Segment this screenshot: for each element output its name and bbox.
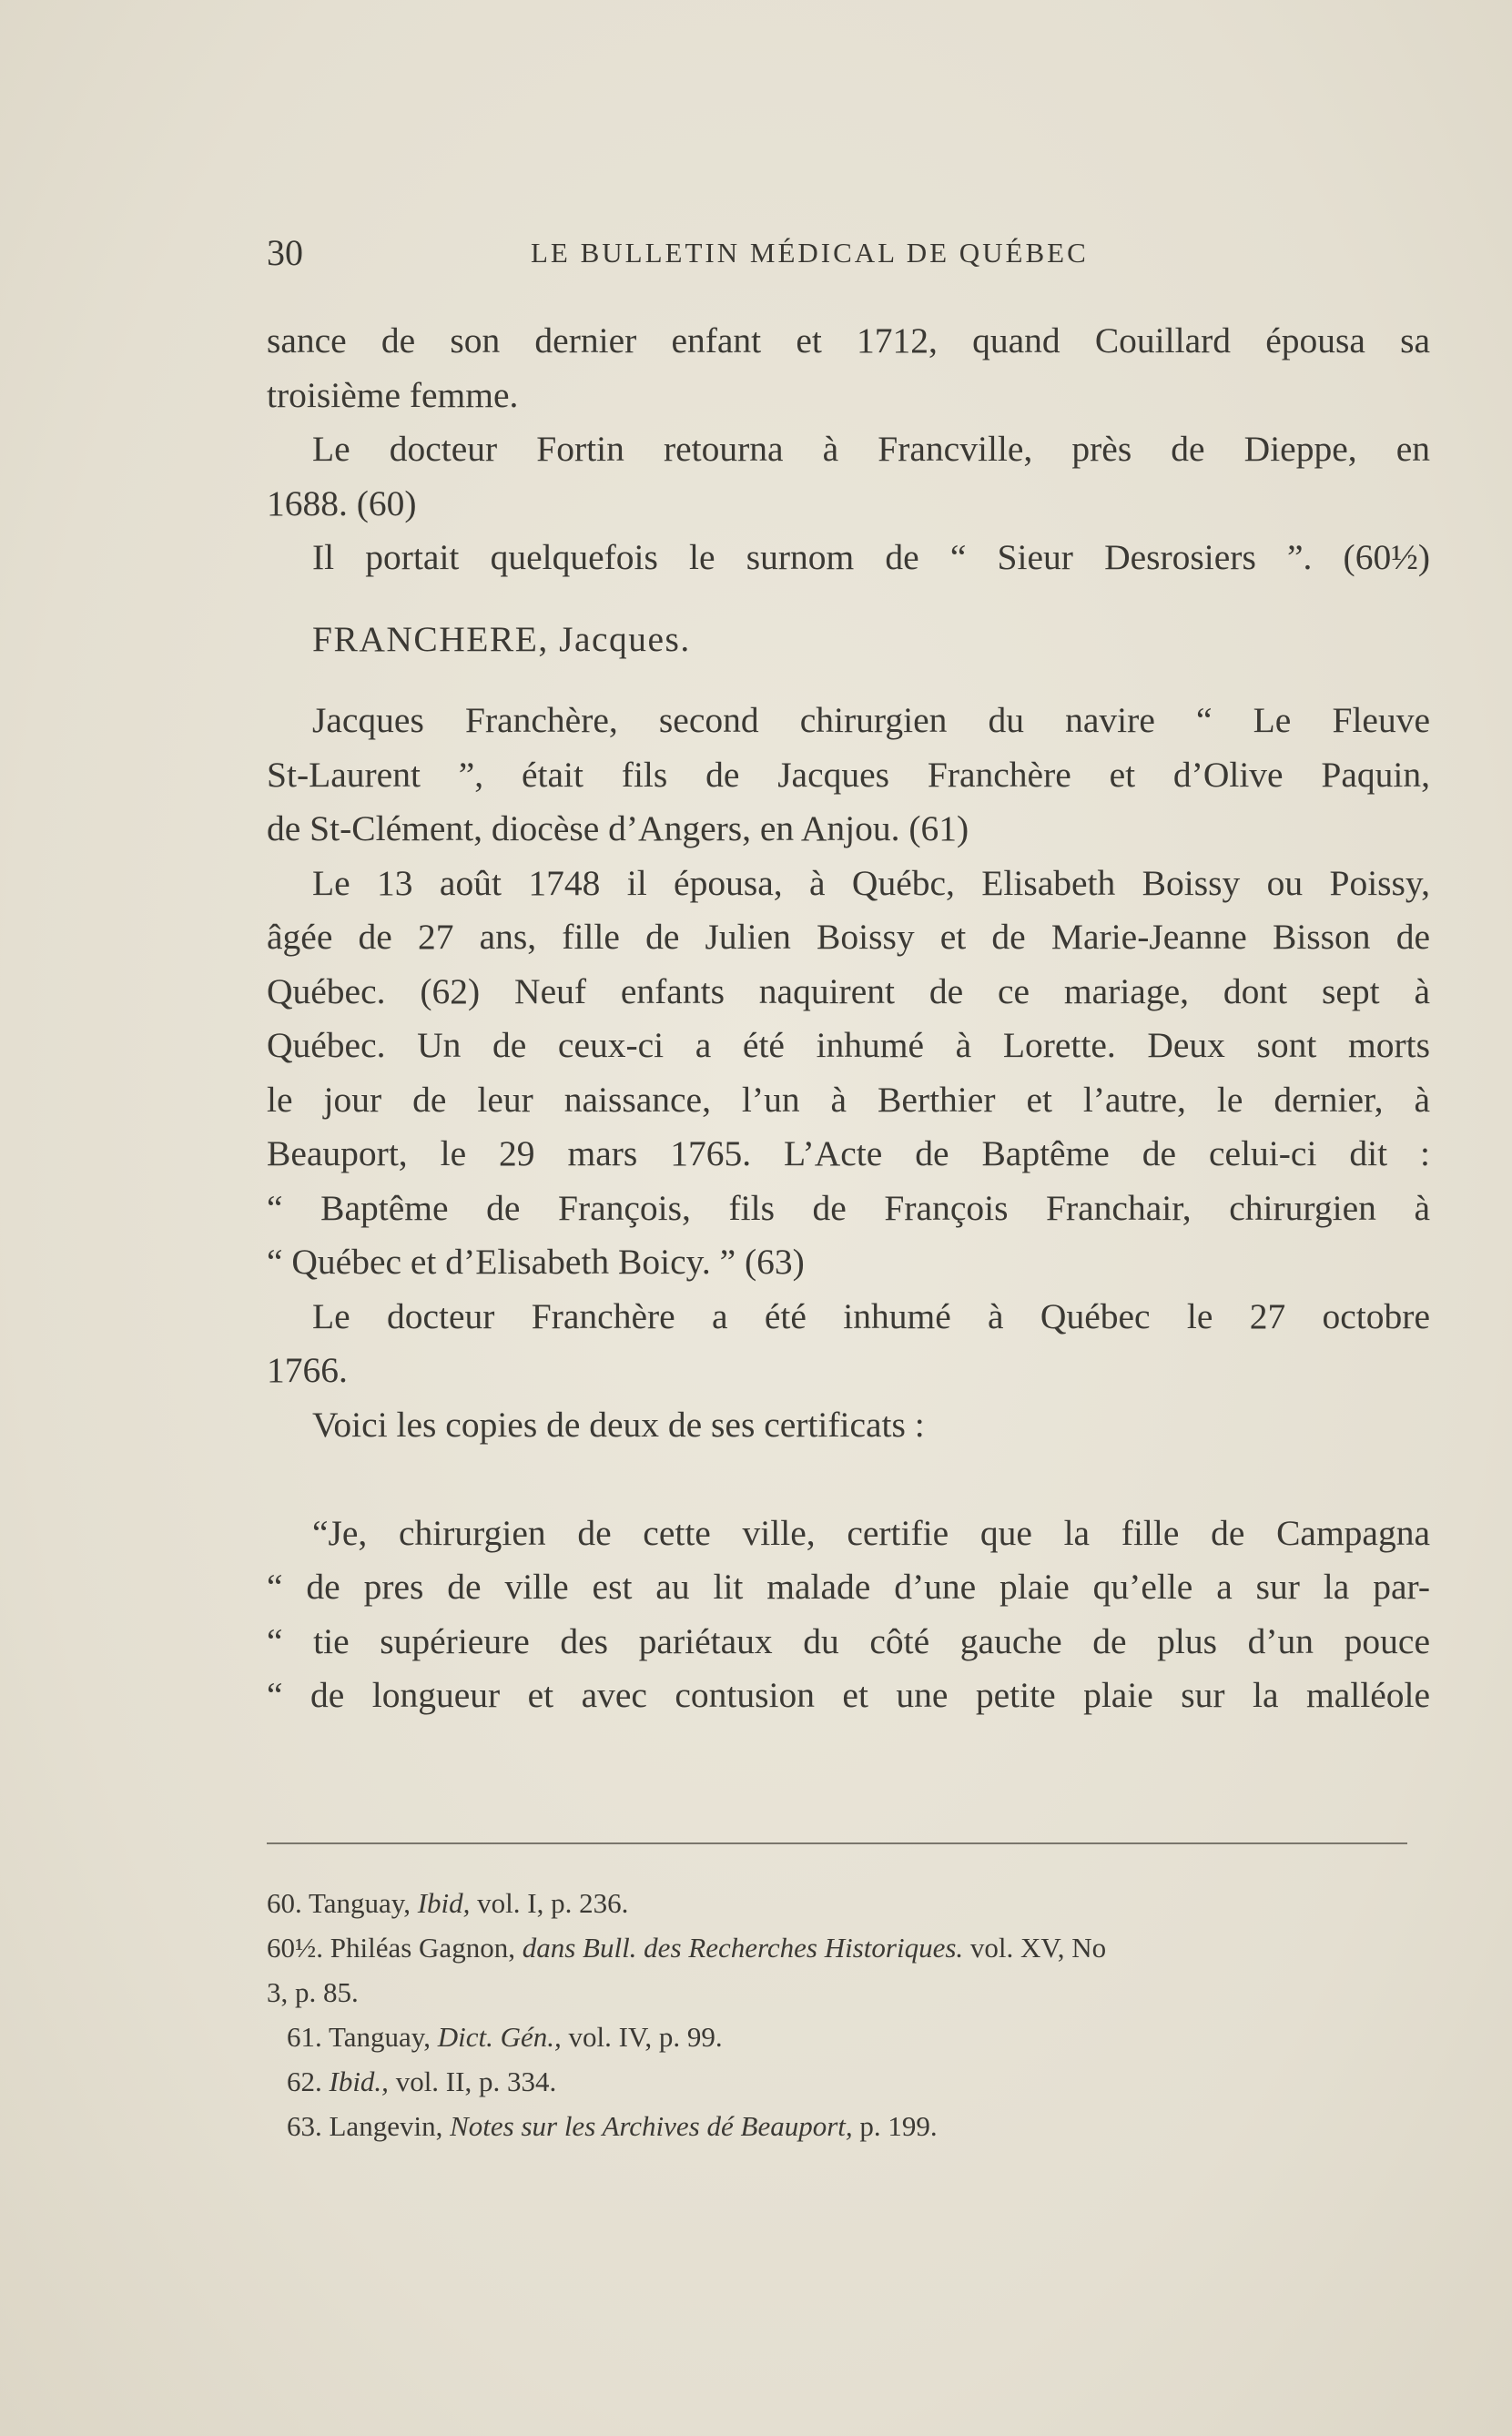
text-line: St-Laurent ”, était fils de Jacques Franchère et d’Olive Paquin, — [267, 754, 1430, 795]
text-line: Québec. (62) Neuf enfants naquirent de ce mariage, dont sept à — [267, 970, 1430, 1011]
footnote-work: Ibid, — [417, 1887, 471, 1919]
text-line: le jour de leur naissance, l’un à Berthier et l’autre, le dernier, à — [267, 1079, 1430, 1120]
footnotes — [267, 1881, 1395, 2148]
quote-line: “ tie supérieure des pariétaux du côté gauche de plus d’un pouce — [267, 1620, 1430, 1661]
text-line: Jacques Franchère, second chirurgien du navire “ Le Fleuve — [312, 700, 1430, 740]
footnote-work: Notes sur les Archives dé Beauport, — [450, 2110, 853, 2142]
text-line: 1766. — [267, 1350, 348, 1390]
footnote-author: Philéas Gagnon, — [330, 1932, 515, 1964]
text-line: troisième femme. — [267, 374, 519, 415]
text-line: sance de son dernier enfant et 1712, quand Couillard épousa sa — [267, 320, 1430, 360]
quote-line: “ de longueur et avec contusion et une petite plaie sur la malléole — [267, 1675, 1430, 1715]
text-line: âgée de 27 ans, fille de Julien Boissy et de Marie-Jeanne Bisson de — [267, 917, 1430, 957]
footnote-author: Tanguay, — [328, 2021, 431, 2053]
body-text — [267, 314, 1430, 1723]
footnote-divider — [267, 1842, 1407, 1844]
quote-line: “Je, chirurgien de cette ville, certifie que la fille de Campagna — [312, 1512, 1430, 1553]
footnote-number: 62. — [287, 2066, 322, 2097]
footnote-reference: p. 199. — [859, 2110, 938, 2142]
footnote-number: 63. — [287, 2110, 322, 2142]
text-line: Le docteur Franchère a été inhumé à Québec le 27 octobre — [312, 1295, 1430, 1336]
text-line: Voici les copies de deux de ses certificats : — [312, 1404, 925, 1445]
footnote-reference: vol. II, p. 334. — [395, 2066, 557, 2097]
footnote-62 — [267, 2059, 1395, 2104]
footnote-work: Dict. Gén., — [437, 2021, 562, 2053]
footnote-reference: vol. IV, p. 99. — [568, 2021, 723, 2053]
footnote-reference: vol. XV, No — [969, 1932, 1107, 1964]
text-line: “ Baptême de François, fils de François Franchair, chirurgien à — [267, 1187, 1430, 1228]
text-line: Le 13 août 1748 il épousa, à Québc, Elisabeth Boissy ou Poissy, — [312, 862, 1430, 903]
text-line: Il portait quelquefois le surnom de “ Sieur Desrosiers ”. (60½) — [312, 537, 1430, 577]
footnote-number: 61. — [287, 2021, 322, 2053]
footnote-reference: vol. I, p. 236. — [477, 1887, 629, 1919]
text-line: Québec. Un de ceux-ci a été inhumé à Lorette. Deux sont morts — [267, 1025, 1430, 1065]
page-number: 30 — [267, 232, 303, 273]
footnote-60-half-continued: 3, p. 85. — [267, 1976, 359, 2008]
footnote-work: Ibid., — [329, 2066, 389, 2097]
footnote-number: 60. — [267, 1887, 302, 1919]
text-line: de St-Clément, diocèse d’Angers, en Anjou. (61) — [267, 808, 969, 848]
footnote-61 — [267, 2015, 1395, 2059]
text-line: Le docteur Fortin retourna à Francville, près de Dieppe, en — [312, 429, 1430, 469]
quote-line: “ de pres de ville est au lit malade d’une plaie qu’elle a sur la par- — [267, 1567, 1430, 1607]
footnote-60 — [267, 1881, 1395, 1925]
text-line: 1688. (60) — [267, 482, 417, 523]
page-header — [267, 231, 1177, 277]
running-title: LE BULLETIN MÉDICAL DE QUÉBEC — [531, 237, 1089, 269]
footnote-work: dans Bull. des Recherches Historiques. — [522, 1932, 964, 1964]
section-heading: FRANCHERE, Jacques. — [312, 618, 691, 659]
footnote-63 — [267, 2104, 1395, 2148]
footnote-author: Tanguay, — [308, 1887, 411, 1919]
text-line: Beauport, le 29 mars 1765. L’Acte de Baptême de celui-ci dit : — [267, 1133, 1430, 1173]
footnote-number: 60½. — [267, 1932, 323, 1964]
footnote-60-half — [267, 1925, 1395, 1970]
footnote-author: Langevin, — [329, 2110, 443, 2142]
text-line: “ Québec et d’Elisabeth Boicy. ” (63) — [267, 1242, 805, 1282]
